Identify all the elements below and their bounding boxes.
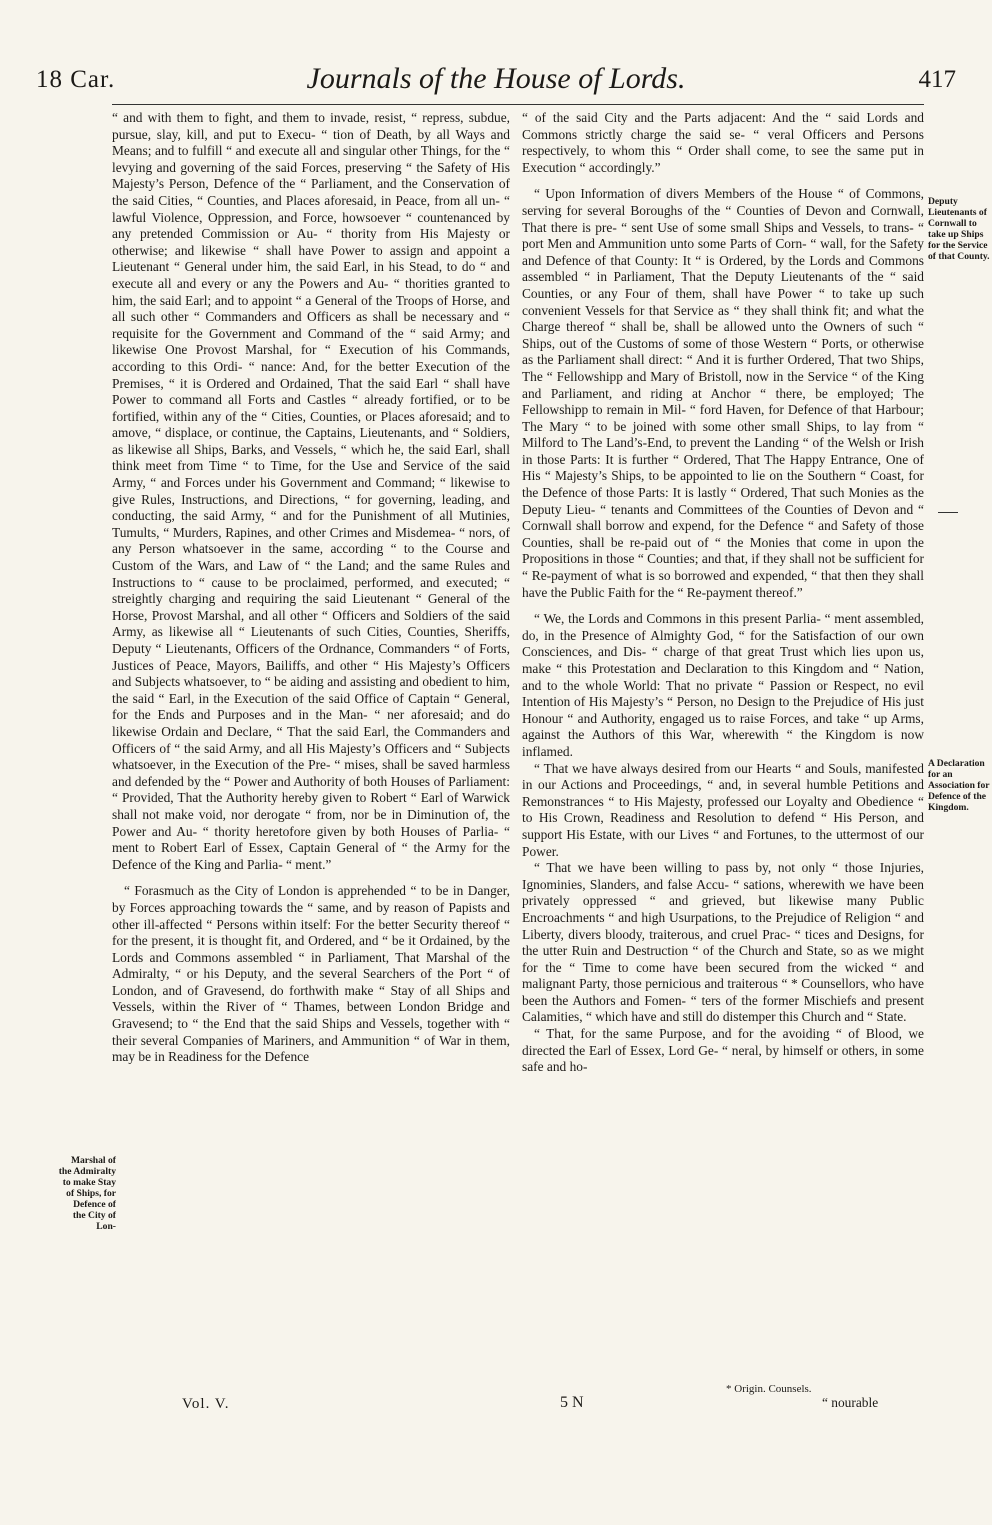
margin-dash (938, 512, 958, 513)
right-column (522, 110, 924, 1076)
margin-note-marshal: Marshal of the Admiralty to make Stay of Ships, for Defence of the City of Lon- (58, 1155, 116, 1232)
left-column (112, 110, 510, 1066)
right-paragraph-loyalty: “ That we have always desired from our Hearts “ and Souls, manifested in our Actions and Proceedings, “ and, in several humble Petitions and Remonstrances “ to His Majesty, professed our Loyalty and Obedience “ to His Crown, Readiness and Resolution to defend “ His Person, and support His Estate, with our Lives “ and Fortunes, to the uttermost of our Power. (522, 760, 924, 859)
margin-note-declaration: A Declaration for an Association for Defence of the Kingdom. (928, 758, 990, 813)
margin-note-deputy-lieutenants: Deputy Lieutenants of Cornwall to take up Ships for the Service of that County. (928, 196, 990, 262)
header-regnal-year: 18 Car. (36, 66, 116, 93)
catchword: “ nourable (822, 1395, 879, 1410)
left-paragraph-warwick-ordinance: “ and with them to fight, and them to invade, resist, “ repress, subdue, pursue, slay, kill, and put to Execu- “ tion of Death, by all Ways and Means; and to fulfill “ and execute all and singular other Things, for the “ levying and governing of the said Forces, preserving “ the Safety of His Majesty’s Person, Defence of the “ Parliament, and the Conservation of the said Cities, “ Counties, and Places aforesaid, in Peace, from all un- “ lawful Violence, Oppression, and Force, howsoever “ countenanced by any pretended Commission or Au- “ thority from His Majesty or otherwise; and likewise “ shall have Power to assign and appoint a Lieutenant “ General under him, the said Earl, in his Stead, to do “ and execute all and every or any the Powers and Au- “ thorities granted to him, the said Earl; and to appoint “ a General of the Troops of Horse, and all such other “ Commanders and Officers as shall be necessary and “ requisite for the Government and Command of the “ said Army; and likewise One Provost Marshal, for “ Execution of his Commands, according to this Ordi- “ nance: And, for the better Execution of the Premises, “ it is Ordered and Ordained, That the said Earl “ shall have Power to command all Forts and Castles “ already fortified, or to be fortified, within any of the “ Cities, Counties, or Places aforesaid; and to amove, “ displace, or continue, the Captains, Lieutenants, and “ Soldiers, as likewise all Ships, Barks, and Vessels, “ which he, the said Earl, shall think meet from Time “ to Time, for the Use and Service of the said Army, “ and Forces under his Government and Command; “ likewise to give Rules, Instructions, and Directions, “ for governing, leading, and conducting, the said Army, “ and for the Punishment of all Mutinies, Tumults, “ Murders, Rapines, and other Crimes and Misdemea- “ nors, of any Person whatsoever in the same, according “ to the Course and Custom of the Wars, and Law of “ the Land; and the same Rules and Instructions to “ cause to be proclaimed, performed, and executed; “ streightly charging and requiring the said Lieutenant “ General of the Horse, Provost Marshal, and all other “ Officers and Soldiers of the said Army, as likewise all “ Lieutenants of such Cities, Counties, Sheriffs, Deputy “ Lieutenants, Officers of the Ordnance, Commanders “ of Forts, Justices of Peace, Mayors, Bailiffs, and other “ His Majesty’s Officers and Subjects whatsoever, to “ be aiding and assisting and obedient to him, the said “ Earl, in the Execution of the said Office of Captain “ General, for the Ends and Purposes and in the Man- “ ner aforesaid; and do likewise Ordain and Declare, “ That the said Earl, the Commanders and Officers of “ the said Army, and all His Majesty’s Officers and “ Subjects whatsoever, in the Execution of the Pre- “ mises, shall be saved harmless and defended by the “ Power and Authority of both Houses of Parliament: “ Provided, That the Authority hereby given to Robert “ Earl of Warwick shall not make void, nor derogate “ from, nor be in Diminution of, the Power and Au- “ thority heretofore given by both Houses of Parlia- “ ment to Robert Earl of Essex, Captain General of “ the Army for the Defence of the King and Parlia- “ ment.” (112, 110, 510, 872)
right-paragraph-essex: “ That, for the same Purpose, and for the avoiding “ of Blood, we directed the Earl of Essex, Lord Ge- “ neral, by himself or others, in some safe and ho- (522, 1026, 924, 1075)
left-paragraph-london-ships: “ Forasmuch as the City of London is apprehended “ to be in Danger, by Forces approaching towards the “ same, and by reason of Papists and other ill-affected “ Persons within itself: For the better Security thereof “ for the present, it is thought fit, and Ordered, and “ be it Ordained, by the Lords and Commons assembled “ in Parliament, That Marshal of the Admiralty, “ or his Deputy, and the several Searchers of the Port “ of London, and of Gravesend, do forthwith make “ Stay of all Ships and Vessels, within the River of “ Thames, between London Bridge and Gravesend; to “ the End that the said Ships and Vessels, together with “ their several Companies of Mariners, and Ammunition “ of War in them, may be in Readiness for the Defence (112, 883, 510, 1065)
journal-title: Journals of the House of Lords. (306, 62, 686, 95)
right-paragraph-declaration: “ We, the Lords and Commons in this present Parlia- “ ment assembled, do, in the Presence of Almighty God, “ for the Satisfaction of our own Consciences, and Dis- “ charge of that great Trust which lies upon us, make “ this Protestation and Declaration to this Kingdom and “ Nation, and to the whole World: That no private “ Passion or Respect, no evil Intention of His Majesty’s “ Person, no Design to the Prejudice of His just Honour “ and Authority, engaged us to raise Forces, and take “ up Arms, against the Authors of this War, wherewith “ the Kingdom is now inflamed. (522, 611, 924, 759)
right-paragraph-injuries: “ That we have been willing to pass by, not only “ those Injuries, Ignominies, Slanders, and false Accu- “ sations, wherewith we have been privately oppressed “ and grieved, but likewise many Public Encroachments “ and high Usurpations, to the Prejudice of Religion “ and Liberty, divers bloody, traiterous, and cruel Prac- “ tices and Designs, for the utter Ruin and Destruction “ of the Church and State, so as we might for the “ Time to come have been secured from the wicked “ and malignant Party, those pernicious and traiterous “ * Counsellors, who have been the Authors and Fomen- “ ters of the former Mischiefs and present Calamities, “ which have and still do distemper this Church and “ State. (522, 860, 924, 1025)
header-rule (112, 104, 924, 105)
right-paragraph-devon-cornwall: “ Upon Information of divers Members of the House “ of Commons, serving for several Boroughs of the “ Counties of Devon and Cornwall, That there is pre- “ sent Use of some small Ships and Vessels, to trans- “ port Men and Ammunition unto some Parts of Corn- “ wall, for the Safety and Defence of that County: It “ is Ordered, by the Lords and Commons assembled “ in Parliament, That the Deputy Lieutenants of the “ said Counties, or any Four of them, shall have Power “ to take up such convenient Vessels for that Service as “ they shall think fit; and what the Charge thereof “ shall be, shall be allowed unto the Owners of such “ Ships, out of the Customs of some of those Western “ Ports, or otherwise as the Parliament shall direct: “ And it is further Ordered, That two Ships, The “ Fellowshipp and Mary of Bristoll, now in the Service “ of the King and Parliament, and riding at Anchor “ there, be employed; The Fellowshipp to remain in Mil- “ ford Haven, for Defence of that Harbour; The Mary “ to be joined with some other small Ships, to lay from “ Milford to The Land’s-End, to prevent the Landing “ of the Welsh or Irish in those Parts: It is further “ Ordered, That The Happy Entrance, One of His “ Majesty’s Ships, to be appointed to lie on the Southern “ Coast, for the Defence of those Parts: It is lastly “ Ordered, That such Monies as the Deputy Lieu- “ tenants and Committees of the Counties of Devon and “ Cornwall shall borrow and expend, for the Defence “ and Safety of those Counties, shall be re-paid out of “ the Monies that come in upon the Propositions in those “ Counties; and that, if they shall not be sufficient for “ Re-payment of what is so borrowed and expended, “ that then they shall have the Public Faith for the “ Re-payment thereof.” (522, 186, 924, 600)
right-paragraph-city-defence: “ of the said City and the Parts adjacent: And the “ said Lords and Commons strictly charge the said se- “ veral Officers and Persons respectively, to whom this “ Order shall come, to see the same put in Execution “ accordingly.” (522, 110, 924, 175)
page-number: 417 (918, 66, 956, 93)
signature-mark: 5 N (560, 1394, 584, 1411)
page-header (0, 62, 992, 102)
volume-label: Vol. V. (182, 1396, 230, 1412)
footnote: * Origin. Counsels. (726, 1383, 812, 1395)
